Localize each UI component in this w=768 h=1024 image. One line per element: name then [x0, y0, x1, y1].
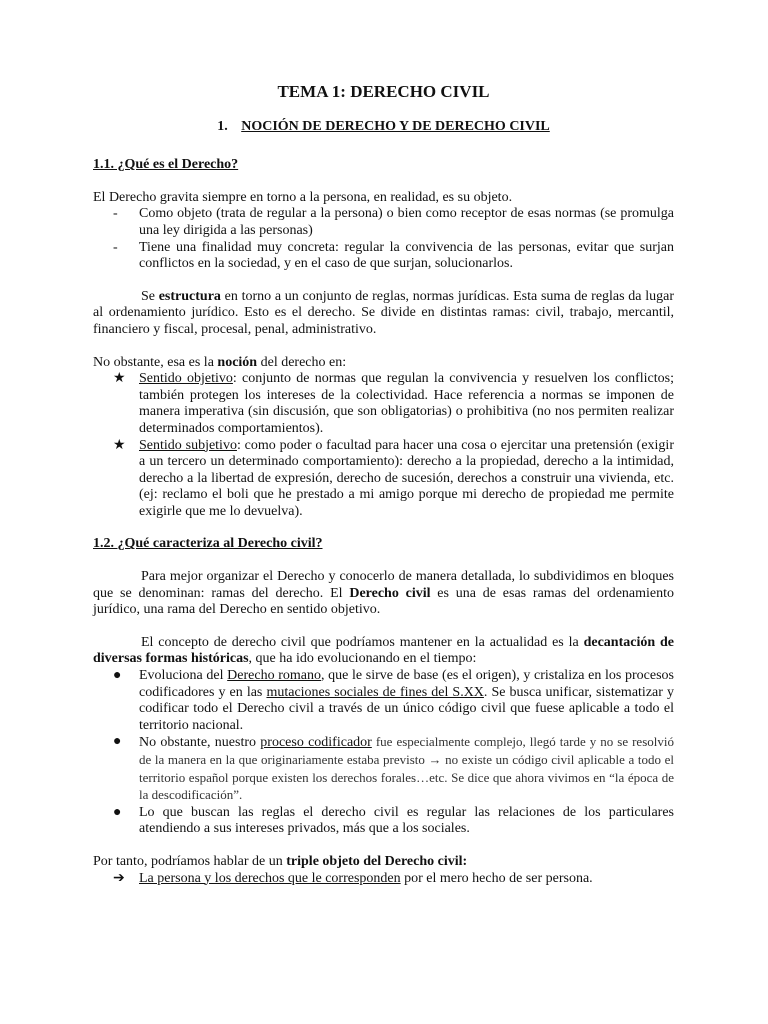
list-item: ★ Sentido objetivo: conjunto de normas que regulan la convivencia y resuelven los conflictos; también protegen los intereses de la colectividad. Hace referencia a normas se imponen de manera imperativa (sin discusión, que son obligatorias) o prohibitiva (no nos permiten realizar determinados comportamientos). [113, 371, 674, 436]
star-list [93, 371, 674, 520]
structure-paragraph: Se estructura en torno a un conjunto de reglas, normas jurídicas. Esta suma de reglas da lugar al ordenamiento jurídico. Esto es el derecho. Se divide en distintas ramas: civil, trabajo, mercantil, financiero y fiscal, procesal, penal, administrativo. [93, 288, 674, 337]
arrow-list [93, 871, 674, 888]
list-item: ● No obstante, nuestro proceso codificador fue especialmente complejo, llegó tarde y no se resolvió de la manera en la que originariamente estaba previsto → no existe un código civil aplicable a todo el territorio español porque existen los derechos forales…etc. Se dice que ahora vivimos en “la época de la descodificación”. [113, 734, 674, 803]
list-item: - Como objeto (trata de regular a la persona) o bien como receptor de esas normas (se promulga una ley dirigida a las personas) [113, 206, 674, 238]
star-icon: ★ [113, 437, 126, 453]
notion-paragraph: No obstante, esa es la noción del derecho en: [93, 354, 347, 370]
concept-paragraph: El concepto de derecho civil que podríamos mantener en la actualidad es la decantación de diversas formas históricas, que ha ido evolucionando en el tiempo: [93, 634, 674, 667]
document-title: TEMA 1: DERECHO CIVIL [277, 82, 490, 101]
bullet-icon: ● [113, 804, 122, 820]
list-item: ➔ La persona y los derechos que le corresponden por el mero hecho de ser persona. [113, 870, 593, 886]
intro-paragraph: El Derecho gravita siempre en torno a la persona, en realidad, es su objeto. [93, 189, 513, 205]
list-item: - Tiene una finalidad muy concreta: regular la convivencia de las personas, evitar que surjan conflictos en la sociedad, y en el caso de que surjan, solucionarlos. [113, 239, 674, 272]
star-icon: ★ [113, 371, 126, 387]
arrow-right-icon: ➔ [113, 870, 125, 886]
dash-marker: - [113, 239, 118, 255]
section-heading: NOCIÓN DE DERECHO Y DE DERECHO CIVIL [241, 118, 550, 134]
dash-marker: - [113, 206, 118, 222]
list-item: ● Lo que buscan las reglas el derecho civil es regular las relaciones de los particulares atendiendo a sus intereses privados, más que a los sociales. [113, 804, 674, 837]
subsection-heading-1-1: 1.1. ¿Qué es el Derecho? [93, 157, 239, 173]
subsection-heading-1-2: 1.2. ¿Qué caracteriza al Derecho civil? [93, 536, 323, 552]
branches-paragraph: Para mejor organizar el Derecho y conocerlo de manera detallada, lo subdividimos en bloques que se denominan: ramas del derecho. El Derecho civil es una de esas ramas del ordenamiento jurídico, una rama del Derecho en sentido objetivo. [93, 569, 675, 618]
bullet-icon: ● [113, 734, 122, 750]
dash-list [93, 206, 674, 272]
list-item: ★ Sentido subjetivo: como poder o facultad para hacer una cosa o ejercitar una pretensión (exigir a un tercero un determinado comportamiento): derecho a la propiedad, derecho a la intimidad, derecho a la libertad de expresión, derecho de sucesión, derechos a construir una vivienda, etc. (ej: reclamo el boli que he prestado a mi amigo porque mi derecho de propiedad me permite exigirle que me lo devuelva). [113, 437, 674, 519]
triple-object-paragraph: Por tanto, podríamos hablar de un triple objeto del Derecho civil: [93, 853, 468, 869]
list-item: ● Evoluciona del Derecho romano, que le sirve de base (es el origen), y cristaliza en los procesos codificadores y en las mutaciones sociales de fines del S.XX. Se busca unificar, sistematizar y codificar todo el Derecho civil a través de un único código civil que fuese aplicable a todo el territorio nacional. [113, 668, 674, 733]
section-title [93, 119, 674, 136]
bullet-list [93, 668, 674, 838]
bullet-icon: ● [113, 668, 122, 684]
section-number: 1. [217, 118, 228, 134]
